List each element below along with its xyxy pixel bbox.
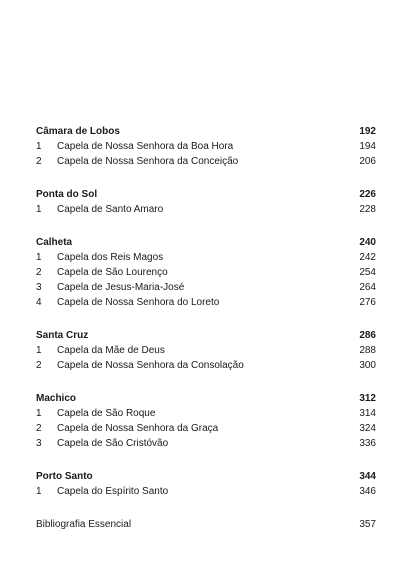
entry-title: Capela de Nossa Senhora da Consolação: [57, 360, 244, 371]
section-page: 240: [359, 237, 376, 248]
toc-entry: [36, 358, 376, 373]
entry-title: Capela de São Roque: [57, 408, 156, 419]
section-page: 286: [359, 330, 376, 341]
entry-number: 2: [36, 267, 42, 278]
entry-number: 1: [36, 345, 42, 356]
entry-page: 324: [359, 423, 376, 434]
toc-section: [36, 124, 376, 169]
entry-number: 4: [36, 297, 42, 308]
entry-page: 194: [359, 141, 376, 152]
entry-number: 2: [36, 360, 42, 371]
section-page: 344: [359, 471, 376, 482]
section-page: 192: [359, 126, 376, 137]
toc-entry: [36, 436, 376, 451]
entry-page: 264: [359, 282, 376, 293]
entry-number: 1: [36, 141, 42, 152]
entry-page: 242: [359, 252, 376, 263]
toc-section: [36, 391, 376, 451]
entry-number: 1: [36, 486, 42, 497]
section-title: Câmara de Lobos: [36, 126, 120, 137]
bibliography-entry: [36, 517, 376, 532]
section-heading: [36, 391, 376, 406]
entry-page: 300: [359, 360, 376, 371]
entry-title: Capela de Nossa Senhora do Loreto: [57, 297, 220, 308]
toc-entry: [36, 484, 376, 499]
toc-entry: [36, 295, 376, 310]
section-title: Ponta do Sol: [36, 189, 98, 200]
entry-title: Capela de Nossa Senhora da Graça: [57, 423, 219, 434]
section-title: Santa Cruz: [36, 330, 89, 341]
section-title: Calheta: [36, 237, 73, 248]
toc-section: [36, 187, 376, 217]
toc-section: [36, 235, 376, 310]
entry-title: Capela da Mãe de Deus: [57, 345, 165, 356]
entry-page: 228: [359, 204, 376, 215]
entry-page: 206: [359, 156, 376, 167]
entry-title: Capela do Espírito Santo: [57, 486, 169, 497]
section-heading: [36, 187, 376, 202]
section-heading: [36, 328, 376, 343]
section-page: 312: [359, 393, 376, 404]
entry-title: Capela de São Lourenço: [57, 267, 168, 278]
entry-page: 346: [359, 486, 376, 497]
entry-title: Capela de Santo Amaro: [57, 204, 164, 215]
entry-title: Capela de Jesus-Maria-José: [57, 282, 185, 293]
section-page: 226: [359, 189, 376, 200]
entry-number: 1: [36, 408, 42, 419]
entry-number: 3: [36, 438, 42, 449]
table-of-contents: [36, 124, 376, 532]
entry-title: Capela de Nossa Senhora da Conceição: [57, 156, 239, 167]
toc-entry: [36, 265, 376, 280]
entry-title: Capela de São Cristóvão: [57, 438, 169, 449]
entry-title: Capela de Nossa Senhora da Boa Hora: [57, 141, 234, 152]
entry-number: 3: [36, 282, 42, 293]
entry-title: Capela dos Reis Magos: [57, 252, 164, 263]
entry-page: 276: [359, 297, 376, 308]
toc-section: [36, 328, 376, 373]
bibliography-page: 357: [359, 519, 376, 530]
toc-entry: [36, 139, 376, 154]
section-title: Porto Santo: [36, 471, 93, 482]
entry-number: 2: [36, 423, 42, 434]
entry-number: 1: [36, 204, 42, 215]
toc-entry: [36, 250, 376, 265]
entry-number: 2: [36, 156, 42, 167]
toc-entry: [36, 421, 376, 436]
entry-page: 288: [359, 345, 376, 356]
toc-entry: [36, 280, 376, 295]
toc-section: [36, 469, 376, 499]
section-heading: [36, 235, 376, 250]
toc-entry: [36, 202, 376, 217]
toc-entry: [36, 406, 376, 421]
entry-page: 336: [359, 438, 376, 449]
toc-entry: [36, 154, 376, 169]
section-title: Machico: [36, 393, 77, 404]
toc-entry: [36, 343, 376, 358]
section-heading: [36, 469, 376, 484]
bibliography-title: Bibliografia Essencial: [36, 519, 132, 530]
entry-number: 1: [36, 252, 42, 263]
section-heading: [36, 124, 376, 139]
entry-page: 314: [359, 408, 376, 419]
entry-page: 254: [359, 267, 376, 278]
